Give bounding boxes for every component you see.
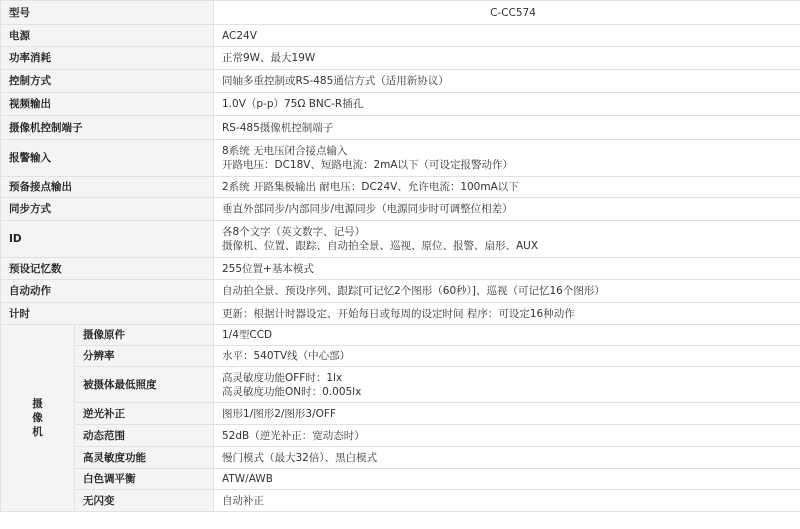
value-line: 1/4型CCD: [222, 329, 273, 341]
table-row: [1, 177, 800, 198]
spec-label: 摄像机控制端子: [1, 116, 214, 140]
table-row: [1, 140, 800, 177]
spec-label: 预设记忆数: [1, 258, 214, 280]
table-row: [1, 325, 800, 346]
value-line: 摄像机、位置、跟踪、自动拍全景、巡视、原位、报警、扇形、AUX: [222, 240, 539, 252]
table-row: [1, 70, 800, 93]
spec-value: [214, 346, 800, 367]
group-char: 机: [32, 426, 43, 438]
spec-value: [214, 447, 800, 469]
spec-value: [214, 25, 800, 47]
value-line: RS-485摄像机控制端子: [222, 121, 334, 134]
model-value: C-CC574: [214, 1, 800, 25]
table-row: [1, 447, 800, 469]
spec-label: 电源: [1, 25, 214, 47]
spec-value: [214, 325, 800, 346]
table-row: [1, 367, 800, 403]
spec-label: 动态范围: [75, 425, 214, 447]
spec-value: [214, 303, 800, 325]
spec-value: [214, 47, 800, 70]
value-line: 同轴多重控制或RS-485通信方式（适用新协议）: [222, 75, 449, 87]
spec-label: 控制方式: [1, 70, 214, 93]
spec-value: [214, 469, 800, 490]
spec-value: [214, 425, 800, 447]
spec-label: 报警输入: [1, 140, 214, 177]
table-row: [1, 346, 800, 367]
spec-value: [214, 490, 800, 512]
table-row: [1, 25, 800, 47]
spec-label: ID: [1, 221, 214, 258]
table-row: [1, 425, 800, 447]
table-row: [1, 1, 800, 25]
spec-value: [214, 367, 800, 403]
table-row: [1, 221, 800, 258]
table-row: [1, 198, 800, 221]
value-line: 自动拍全景、预设序列、跟踪[可记忆2个图形（60秒）]、巡视（可记忆16个图形）: [222, 285, 605, 297]
value-line: 2系统 开路集极输出 耐电压：DC24V、允许电流：100mA以下: [222, 181, 519, 193]
value-line: 8系统 无电压闭合接点输入: [222, 145, 348, 157]
value-line: 自动补正: [222, 494, 264, 507]
spec-value: [214, 116, 800, 140]
value-line: 更新：根据计时器设定、开始每日或每周的设定时间 程序：可设定16种动作: [222, 307, 575, 320]
table-row: [1, 47, 800, 70]
spec-label: 同步方式: [1, 198, 214, 221]
spec-label: 视频输出: [1, 93, 214, 116]
table-row: [1, 490, 800, 512]
spec-label: 分辨率: [75, 346, 214, 367]
spec-value: [214, 198, 800, 221]
table-row: [1, 258, 800, 280]
table-row: [1, 93, 800, 116]
spec-label: 计时: [1, 303, 214, 325]
spec-label: 被摄体最低照度: [75, 367, 214, 403]
spec-label: 无闪变: [75, 490, 214, 512]
value-line: 垂直外部同步/内部同步/电源同步（电源同步时可调整位相差）: [222, 203, 513, 215]
table-row: [1, 469, 800, 490]
spec-value: [214, 140, 800, 177]
spec-label: 白色调平衡: [75, 469, 214, 490]
spec-value: [214, 403, 800, 425]
spec-label: 高灵敏度功能: [75, 447, 214, 469]
model-label: 型号: [1, 1, 214, 25]
spec-value: [214, 221, 800, 258]
spec-label: 功率消耗: [1, 47, 214, 70]
value-line: 正常9W、最大19W: [222, 52, 316, 64]
value-line: 255位置+基本模式: [222, 262, 314, 275]
group-char: 像: [32, 412, 43, 424]
spec-label: 自动动作: [1, 280, 214, 303]
spec-label: 预备接点输出: [1, 177, 214, 198]
table-row: [1, 403, 800, 425]
value-line: 图形1/图形2/图形3/OFF: [222, 407, 336, 420]
camera-group-label: [1, 325, 75, 512]
value-line: 高灵敏度功能ON时：0.005lx: [222, 385, 362, 398]
spec-value: [214, 280, 800, 303]
table-row: [1, 303, 800, 325]
spec-value: [214, 93, 800, 116]
spec-value: [214, 70, 800, 93]
spec-label: 摄像原件: [75, 325, 214, 346]
value-line: 水平：540TV线（中心部）: [222, 350, 351, 362]
table-row: [1, 116, 800, 140]
value-line: 高灵敏度功能OFF时：1lx: [222, 371, 343, 384]
value-line: 各8个文字（英文数字、记号）: [222, 226, 366, 238]
value-line: 52dB（逆光补正：宽动态时）: [222, 429, 365, 442]
value-line: AC24V: [222, 29, 257, 42]
spec-value: [214, 258, 800, 280]
group-char: 摄: [32, 398, 43, 410]
spec-label: 逆光补正: [75, 403, 214, 425]
table-row: [1, 280, 800, 303]
spec-value: [214, 177, 800, 198]
value-line: ATW/AWB: [222, 473, 273, 485]
value-line: 开路电压：DC18V、短路电流：2mA以下（可设定报警动作）: [222, 159, 514, 171]
value-line: 慢门模式（最大32倍）、黑白模式: [222, 451, 378, 464]
value-line: 1.0V（p-p）75Ω BNC-R插孔: [222, 98, 364, 110]
